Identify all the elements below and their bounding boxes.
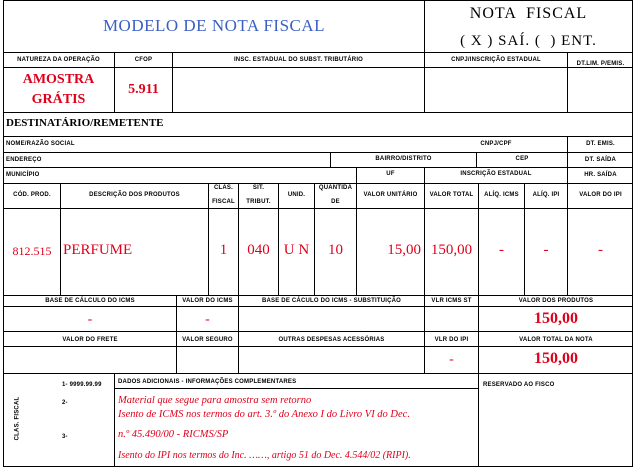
cell-desc: PERFUME	[63, 242, 133, 258]
col-valor-unitario: VALOR UNITÁRIO	[363, 192, 418, 198]
base-icms-value: -	[87, 312, 93, 327]
vlr-ipi-label: VLR DO IPI	[434, 337, 469, 343]
municipio-label: MUNICÍPIO	[6, 172, 40, 178]
vlr-st-label: VLR ICMS ST	[431, 298, 472, 304]
valor-produtos-label: VALOR DOS PRODUTOS	[518, 298, 594, 304]
col-clas-2: FISCAL	[212, 199, 235, 205]
total-nota-label: VALOR TOTAL DA NOTA	[519, 337, 593, 343]
info-line-4: Isento do IPI nos termos do Inc. ……, artigo 51 do Dec. 4.544/02 (RIPI).	[118, 450, 411, 461]
dt-lim-label: DT.LIM. P/EMIS.	[576, 61, 625, 67]
cell-clas: 1	[219, 242, 228, 258]
nf-title: NOTA FISCAL	[469, 5, 588, 22]
class-3: 3-	[62, 434, 68, 440]
cell-unid: U N	[283, 242, 310, 258]
col-aliq-icms: ALÍQ. ICMS	[484, 192, 519, 198]
col-sit-2: TRIBUT.	[246, 199, 271, 205]
col-clas-1: CLAS.	[214, 185, 233, 191]
dados-adicionais-label: DADOS ADICIONAIS - INFORMAÇÕES COMPLEMENTARES	[118, 379, 297, 385]
bairro-label: BAIRRO/DISTRITO	[375, 156, 432, 162]
info-line-1: Material que segue para amostra sem retorno	[118, 395, 312, 406]
info-line-3: n.º 45.490/00 - RICMS/SP	[118, 429, 229, 440]
clas-fiscal-label: CLAS. FISCAL	[14, 396, 21, 441]
valor-icms-label: VALOR DO ICMS	[182, 298, 233, 304]
total-nota-value: 150,00	[534, 350, 578, 367]
cell-cod: 812.515	[12, 244, 52, 258]
class-1: 1- 9999.99.99	[62, 382, 102, 388]
cnpj-cpf-label: CNPJ/CPF	[480, 141, 512, 147]
dt-saida-label: DT. SAÍDA	[584, 157, 617, 163]
cnpj-ie-label: CNPJ/INSCRIÇÃO ESTADUAL	[451, 57, 541, 63]
endereco-label: ENDEREÇO	[6, 157, 42, 163]
valor-icms-value: -	[205, 312, 210, 327]
cell-qtd: 10	[328, 242, 343, 258]
natureza-value-2: GRÁTIS	[31, 92, 86, 107]
cell-vtotal: 150,00	[430, 242, 473, 258]
form-title: MODELO DE NOTA FISCAL	[102, 16, 326, 35]
insc-subst-label: INSC. ESTADUAL DO SUBST. TRIBUTÁRIO	[233, 57, 364, 63]
cell-aliq-icms: -	[499, 242, 504, 258]
col-sit-1: SIT.	[252, 185, 265, 191]
col-cod-prod: CÓD. PROD.	[13, 192, 51, 198]
cep-label: CEP	[515, 156, 529, 162]
vlr-ipi-value: -	[449, 352, 454, 367]
ie-label: INSCRIÇÃO ESTADUAL	[460, 171, 532, 177]
frete-label: VALOR DO FRETE	[62, 337, 118, 343]
cell-valor-ipi: -	[598, 242, 603, 258]
natureza-value-1: AMOSTRA	[22, 72, 95, 87]
nf-type: ( X ) SAÍ. ( ) ENT.	[460, 33, 597, 49]
outras-label: OUTRAS DESPESAS ACESSÓRIAS	[278, 337, 385, 343]
base-icms-label: BASE DE CÁLCULO DO ICMS	[45, 298, 135, 304]
cfop-value: 5.911	[128, 82, 159, 97]
col-qtd-2: DE	[331, 199, 340, 205]
reservado-fisco-label: RESERVADO AO FISCO	[483, 382, 555, 388]
nome-label: NOME/RAZÃO SOCIAL	[6, 141, 75, 147]
destinatario-title: DESTINATÁRIO/REMETENTE	[6, 117, 164, 129]
base-st-label: BASE DE CÁCULO DO ICMS - SUBSTITUIÇÃO	[261, 298, 402, 304]
info-line-2: Isento de ICMS nos termos do art. 3.º do Anexo I do Livro VI do Dec.	[118, 409, 410, 420]
natureza-label: NATUREZA DA OPERAÇÃO	[17, 57, 100, 63]
nota-fiscal-form	[3, 0, 633, 467]
seguro-label: VALOR SEGURO	[182, 337, 233, 343]
col-descricao: DESCRIÇÃO DOS PRODUTOS	[89, 192, 180, 198]
cfop-label: CFOP	[134, 57, 153, 63]
valor-produtos-value: 150,00	[534, 310, 578, 327]
class-2: 2-	[62, 400, 68, 406]
cell-vunit: 15,00	[387, 242, 421, 258]
col-unid: UNID.	[287, 192, 306, 198]
col-valor-ipi: VALOR DO IPI	[579, 192, 622, 198]
dt-emis-label: DT. EMIS.	[586, 141, 615, 147]
col-qtd-1: QUANTIDA	[318, 185, 353, 191]
hr-saida-label: HR. SAÍDA	[584, 172, 617, 178]
cell-sit: 040	[247, 242, 270, 258]
cell-aliq-ipi: -	[543, 242, 549, 258]
col-valor-total: VALOR TOTAL	[429, 192, 474, 198]
uf-label: UF	[386, 171, 395, 177]
col-aliq-ipi: ALÍQ. IPI	[532, 192, 560, 198]
